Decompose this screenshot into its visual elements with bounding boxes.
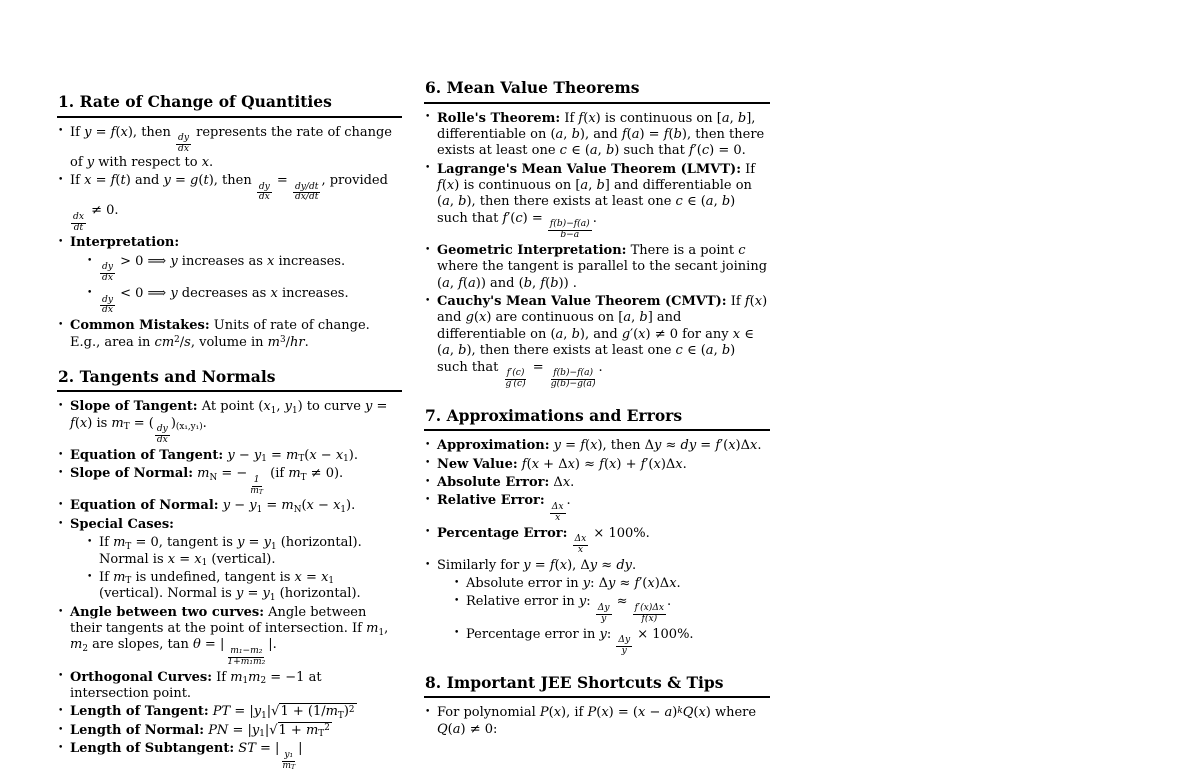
- fraction: $\frac{f'(c)}{g'(c)}$: [505, 368, 526, 389]
- bullet-marker: •: [454, 628, 460, 639]
- fraction: $\frac{\text{m₁−m₂}}{\text{1+m₁m₂}}$: [227, 646, 266, 667]
- bullet-marker: •: [58, 126, 64, 137]
- list-item: [57, 466, 402, 496]
- list-item-text: Relative Error: $\frac{\Delta x}{x}$ .: [437, 493, 571, 523]
- list-item: [424, 243, 770, 292]
- bullet-marker: •: [425, 163, 431, 174]
- list-item: [424, 526, 770, 556]
- bullet-marker: •: [425, 440, 431, 451]
- bullet-marker: •: [58, 706, 64, 717]
- section: [424, 406, 770, 657]
- bullet-marker: •: [425, 244, 431, 255]
- bullet-list: [57, 399, 402, 771]
- list-item-text: Lagrange's Mean Value Theorem (LMVT): If f(x) is continuous on [a, b] and differentiable on (a, b), then there exists at least one c ∈ (a, b) such that f′(c) = $\frac{f(b)-f(a)}{b-a}$ .: [437, 161, 756, 241]
- bullet-list: [424, 438, 770, 657]
- list-item: [424, 111, 770, 160]
- column-left: [57, 92, 402, 773]
- sqrt-expression: $√1 + (1/m_T)^2$: [271, 704, 355, 721]
- bullet-marker: •: [425, 495, 431, 506]
- list-item: [57, 318, 402, 351]
- list-item-text: Rolle's Theorem: If f(x) is continuous on [a, b], differentiable on (a, b), and f(a) = f(b), then there exists at least one c ∈ (a, b) such that f′(c) = 0.: [437, 110, 765, 159]
- bullet-marker: •: [87, 537, 93, 548]
- fraction: $\frac{\Delta x}{x}$: [574, 534, 587, 555]
- list-item-text: Absolute error in y: Δy ≈ f′(x)Δx.: [466, 576, 681, 592]
- list-item: [424, 493, 770, 523]
- fraction: $\frac{\Delta y}{y}$: [597, 603, 610, 624]
- bullet-marker: •: [87, 255, 93, 266]
- section: [57, 92, 402, 351]
- bullet-list: [424, 111, 770, 390]
- list-item-text: If y = f(x), then $\frac{dy}{dx}$ represents the rate of change of y with respect to x.: [70, 124, 393, 170]
- section-title: 1. Rate of Change of Quantities: [57, 92, 402, 118]
- list-item: [453, 627, 770, 657]
- list-item: [424, 438, 770, 454]
- bullet-marker: •: [425, 295, 431, 306]
- list-item: [57, 605, 402, 668]
- bullet-marker: •: [87, 571, 93, 582]
- list-item-text: Absolute Error: Δx.: [437, 475, 575, 490]
- bullet-marker: •: [58, 500, 64, 511]
- fraction: $\frac{dy}{dx}$: [102, 262, 113, 284]
- list-item: [57, 173, 402, 233]
- list-item-text: Percentage Error: $\frac{\Delta x}{x}$ × 100%.: [437, 525, 650, 555]
- bullet-marker: •: [425, 707, 431, 718]
- list-item-text: Common Mistakes: Units of rate of change. E.g., area in $cm^2/s$, volume in $m^3/hr$.: [70, 318, 370, 350]
- list-item-text: Geometric Interpretation: There is a point c where the tangent is parallel to the secant joining (a, f(a)) and (b, f(b)) .: [437, 242, 768, 291]
- list-item-text: Slope of Normal: $m_N$ = − $\frac{1}{m_T}$ (if $m_T \ne 0$).: [70, 466, 344, 497]
- bullet-marker: •: [425, 458, 431, 469]
- list-item: [424, 457, 770, 473]
- bullet-list: [57, 125, 402, 351]
- sqrt-expression: $√1 + m_T^2$: [269, 722, 330, 740]
- list-item-text: Angle between two curves: Angle between their tangents at the point of intersection. If $m_1$, $m_2$ are slopes, tan θ = | $\frac{\text{m₁−m₂}}{\text{1+m₁m₂}}$ |.: [70, 604, 389, 667]
- fraction: $\frac{dy}{dx}$: [156, 424, 168, 446]
- bullet-marker: •: [58, 237, 64, 248]
- sub-bullet-list: [70, 254, 402, 316]
- list-item: [424, 705, 770, 738]
- fraction: $\frac{\Delta x}{x}$: [551, 501, 564, 523]
- bullet-marker: •: [454, 596, 460, 607]
- bullet-marker: •: [58, 174, 64, 185]
- section: [424, 673, 770, 738]
- list-item-text: Interpretation:: [70, 235, 180, 251]
- bullet-marker: •: [425, 476, 431, 487]
- list-item-text: New Value: f(x + Δx) ≈ f(x) + f′(x)Δx.: [437, 456, 687, 472]
- fraction: $\frac{dy}{dx}$: [178, 133, 189, 154]
- list-item: [57, 517, 402, 603]
- fraction: $\frac{f(b)-f(a)}{g(b)-g(a)}$: [550, 368, 596, 389]
- list-item-text: Orthogonal Curves: If $m_1m_2 = -1$ at intersection point.: [70, 669, 322, 702]
- section-title: 8. Important JEE Shortcuts & Tips: [424, 673, 770, 699]
- list-item: [424, 162, 770, 241]
- fraction: $\frac{f(b)-f(a)}{b-a}$: [549, 219, 590, 241]
- fraction: $\frac{dy}{dx}$: [102, 294, 113, 316]
- list-item: [57, 704, 402, 720]
- list-item-text: Special Cases:: [70, 516, 174, 532]
- sub-bullet-list: [70, 535, 402, 603]
- bullet-marker: •: [58, 401, 64, 412]
- list-item-text: Equation of Normal: $y - y_1 = m_N(x - x_1)$.: [70, 498, 356, 515]
- list-item-text: If $m_T$ is undefined, tangent is $x = x_1$ (vertical). Normal is $y = y_1$ (horizontal).: [99, 569, 361, 603]
- bullet-marker: •: [58, 449, 64, 460]
- list-item: [57, 498, 402, 514]
- list-item: [57, 399, 402, 446]
- bullet-marker: •: [58, 671, 64, 682]
- bullet-list: [424, 705, 770, 738]
- list-item-text: Relative error in y: $\frac{\Delta y}{y}$ ≈ $\frac{f'(x)\Delta x}{f(x)}$ .: [466, 594, 672, 624]
- list-item-text: Percentage error in y: $\frac{\Delta y}{y}$ × 100%.: [466, 626, 694, 656]
- fraction: $\frac{\Delta y}{y}$: [618, 635, 631, 656]
- fraction: $\frac{\text{y₁}}{m_T}$: [282, 749, 296, 772]
- list-item-text: $\frac{dy}{dx}$ < 0 ⟹ y decreases as x increases.: [102, 285, 349, 316]
- list-item-text: Similarly for y = f(x), Δy ≈ dy.: [437, 557, 637, 573]
- list-item-text: Slope of Tangent: At point ($x_1$, $y_1$) to curve y = f(x) is $m_T$ = ( $\frac{dy}{dx}$ )$_{(x_1,y_1)}$.: [70, 399, 388, 446]
- list-item-text: If x = f(t) and y = g(t), then $\frac{dy}{dx}$ = $\frac{dy/dt}{dx/dt}$ , provided $\frac{dx}{dt}$ ≠ 0.: [70, 173, 388, 233]
- list-item: [86, 254, 402, 284]
- list-item-text: Approximation: y = f(x), then Δy ≈ dy = f′(x)Δx.: [437, 438, 762, 454]
- column-right: [424, 78, 770, 740]
- section-title: 6. Mean Value Theorems: [424, 78, 770, 104]
- list-item: [424, 294, 770, 390]
- list-item: [57, 448, 402, 464]
- bullet-marker: •: [87, 287, 93, 298]
- list-item-text: If $m_T = 0$, tangent is $y = y_1$ (horizontal). Normal is $x = x_1$ (vertical).: [99, 535, 362, 569]
- list-item: [57, 670, 402, 703]
- section: [424, 78, 770, 390]
- list-item: [424, 475, 770, 491]
- list-item: [57, 125, 402, 172]
- bullet-marker: •: [454, 577, 460, 588]
- list-item: [86, 286, 402, 316]
- fraction: $\frac{f'(x)\Delta x}{f(x)}$: [634, 603, 665, 624]
- bullet-marker: •: [58, 518, 64, 529]
- list-item: [86, 535, 402, 568]
- fraction: $\frac{dy}{dx}$: [258, 181, 270, 203]
- bullet-marker: •: [425, 112, 431, 123]
- list-item-text: Cauchy's Mean Value Theorem (CMVT): If f(x) and g(x) are continuous on [a, b] and differentiable on (a, b), and g′(x) ≠ 0 for any x ∈ (a, b), then there exists at least one c ∈ (a, b) such that $\frac{f'(c)}{g'(c)}$ = $\frac{f(b)-f(a)}{g(b)-g(a)}$ .: [437, 294, 768, 389]
- section-title: 7. Approximations and Errors: [424, 406, 770, 432]
- list-item: [453, 576, 770, 592]
- bullet-marker: •: [58, 319, 64, 330]
- bullet-marker: •: [425, 559, 431, 570]
- list-item-text: Equation of Tangent: $y - y_1 = m_T(x - x_1)$.: [70, 447, 359, 465]
- list-item: [57, 741, 402, 771]
- list-item: [57, 235, 402, 316]
- list-item-text: For polynomial P(x), if $P(x) = (x - a)^kQ(x)$ where Q(a) ≠ 0:: [437, 705, 757, 737]
- sub-bullet-list: [437, 576, 770, 657]
- list-item: [86, 570, 402, 603]
- list-item-text: Length of Normal: PN = $|y_1|√1 + m_T^2$: [70, 722, 330, 740]
- fraction: $\frac{dx}{dt}$: [73, 211, 84, 233]
- list-item-text: $\frac{dy}{dx}$ > 0 ⟹ y increases as x increases.: [102, 253, 346, 284]
- bullet-marker: •: [58, 724, 64, 735]
- list-item: [57, 723, 402, 739]
- fraction: $\frac{1}{m_T}$: [250, 474, 264, 497]
- bullet-marker: •: [58, 606, 64, 617]
- list-item: [453, 594, 770, 624]
- list-item-text: Length of Subtangent: ST = | $\frac{\text{y₁}}{m_T}$ |: [70, 741, 303, 772]
- bullet-marker: •: [58, 468, 64, 479]
- section-title: 2. Tangents and Normals: [57, 367, 402, 393]
- bullet-marker: •: [58, 742, 64, 753]
- bullet-marker: •: [425, 527, 431, 538]
- list-item: [424, 558, 770, 657]
- fraction: $\frac{dy/dt}{dx/dt}$: [294, 181, 319, 203]
- section: [57, 367, 402, 771]
- list-item-text: Length of Tangent: PT = $|y_1|√1 + (1/m_T)^2$: [70, 704, 355, 721]
